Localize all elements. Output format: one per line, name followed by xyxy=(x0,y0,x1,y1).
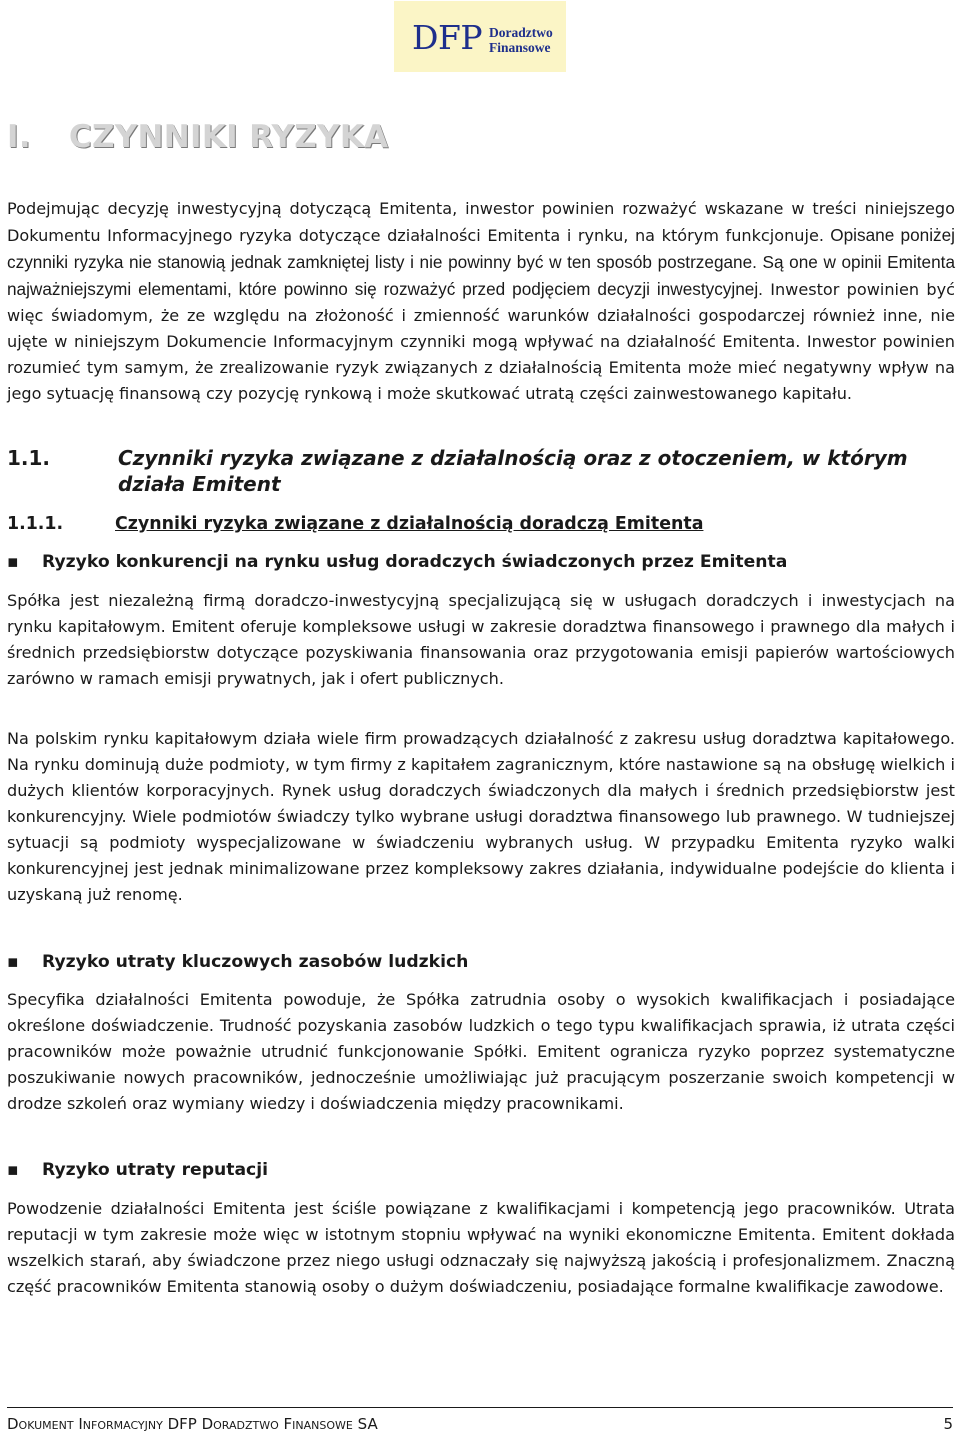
risk-heading-reputation xyxy=(7,1157,268,1183)
risk-paragraph: Powodzenie działalności Emitenta jest ściśle powiązane z kwalifikacjami i kompetencją jego pracowników. Utrata reputacji w tym zakresie może więc w istotnym stopniu wpływać na wyniki ekonomiczne Emitenta. Emitent dokłada wszelkich starań, aby świadczone przez niego usługi odznaczały się najwyższą jakością i profesjonalizmem. Znaczną część pracowników Emitenta stanowią osoby o dużym doświadczeniu, posiadające formalne kwalifikacje zawodowe. xyxy=(7,1199,955,1296)
risk-title: Ryzyko konkurencji na rynku usług doradczych świadczonych przez Emitenta xyxy=(42,552,788,572)
risk-heading-competition xyxy=(7,549,787,575)
risk-title: Ryzyko utraty reputacji xyxy=(42,1160,269,1180)
risk-title: Ryzyko utraty kluczowych zasobów ludzkich xyxy=(42,952,469,972)
risk-heading-human-resources xyxy=(7,949,468,975)
logo-dfp-text: DFP xyxy=(412,18,483,57)
subsection-heading xyxy=(7,511,703,537)
section-heading xyxy=(7,445,955,497)
chapter-number: I. xyxy=(7,119,31,155)
footer-divider xyxy=(7,1407,953,1408)
logo-line-2: Finansowe xyxy=(489,40,551,55)
footer-text: Dokument Informacyjny DFP Doradztwo Finansowe SA xyxy=(7,1415,378,1433)
page-number: 5 xyxy=(943,1415,953,1433)
intro-part-3: Inwestor powinien być więc świadomym, że ze względu na złożoność i zmienność warunków działalności gospodarczej również inne, nie ujęte w niniejszym Dokumencie Informacyjnym czynniki mogą wpływać na działalność Emitenta. Inwestor powinien rozumieć tym samym, że zrealizowanie ryzyk związanych z działalnością Emitenta może mieć negatywny wpływ na jego sytuację finansową czy pozycję rynkową i może skutkować utratą części zainwestowanego kapitału. xyxy=(7,280,955,403)
intro-paragraph xyxy=(7,196,955,407)
intro-part-1: Podejmując decyzję inwestycyjną dotyczącą Emitenta, inwestor powinien rozważyć wskazane w treści niniejszego Dokumentu Informacyjnego ryzyka dotyczące działalności Emitenta i rynku, na którym funkcjonuje. xyxy=(7,199,955,245)
company-logo xyxy=(394,1,566,72)
bullet-icon: ▪ xyxy=(7,952,19,972)
risk-paragraph: Specyfika działalności Emitenta powoduje, że Spółka zatrudnia osoby o wysokich kwalifikacjach i posiadające określone doświadczenie. Trudność pozyskania zasobów ludzkich o tego typu kwalifikacjach sprawia, iż utrata części pracowników może poważnie utrudnić funkcjonowanie Spółki. Emitent ogranicza ryzyko poprzez systematyczne poszukiwanie nowych pracowników, jednocześnie umożliwiając już pracującym poszerzanie swoich kompetencji w drodze szkoleń oraz wymiany wiedzy i doświadczenia między pracownikami. xyxy=(7,990,955,1113)
bullet-icon: ▪ xyxy=(7,1160,19,1180)
risk-paragraph: Na polskim rynku kapitałowym działa wiele firm prowadzących działalność z zakresu usług doradztwa kapitałowego. Na rynku dominują duże podmioty, w tym firmy z kapitałem zagranicznym, które nastawione są na obsługę wielkich i dużych klientów korporacyjnych. Rynek usług doradczych świadczonych dla małych i średnich przedsiębiorstw jest konkurencyjny. Wiele podmiotów świadczy tylko wybrane usługi doradztwa finansowego lub prawnego. W tudniejszej sytuacji są podmioty wyspecjalizowane w świadczeniu wybranych usług. W przypadku Emitenta ryzyko walki konkurencyjnej jest jednak minimalizowane przez kompleksowy zakres działania, indywidualne podejście do klienta i uzyskaną już renomę. xyxy=(7,729,955,904)
section-number: 1.1. xyxy=(7,446,51,470)
page-footer xyxy=(7,1414,953,1434)
logo-subtitle xyxy=(489,25,553,55)
section-title: Czynniki ryzyka związane z działalnością oraz z otoczeniem, w którym działa Emitent xyxy=(118,446,908,496)
risk-paragraph: Spółka jest niezależną firmą doradczo-inwestycyjną specjalizującą się w usługach doradczych i inwestycjach na rynku kapitałowym. Emitent oferuje kompleksowe usługi w zakresie doradztwa finansowego i prawnego dla małych i średnich przedsiębiorstw dotyczące pozyskiwania finansowania oraz przygotowania emisji papierów wartościowych zarówno w ramach emisji prywatnych, jak i ofert publicznych. xyxy=(7,591,955,688)
chapter-title: CZYNNIKI RYZYKA xyxy=(68,119,389,155)
subsection-number: 1.1.1. xyxy=(7,514,64,534)
subsection-title: Czynniki ryzyka związane z działalnością doradczą Emitenta xyxy=(115,514,704,534)
intro-part-2: Opisane poniżej czynniki ryzyka nie stanowią jednak zamkniętej listy i nie powinny być w ten sposób postrzegane. Są one w opinii Emitenta najważniejszymi elementami, które powinno się rozważyć przed podjęciem decyzji inwestycyjnej. xyxy=(7,225,955,299)
bullet-icon: ▪ xyxy=(7,552,19,572)
logo-line-1: Doradztwo xyxy=(489,25,553,40)
chapter-heading xyxy=(7,113,388,161)
